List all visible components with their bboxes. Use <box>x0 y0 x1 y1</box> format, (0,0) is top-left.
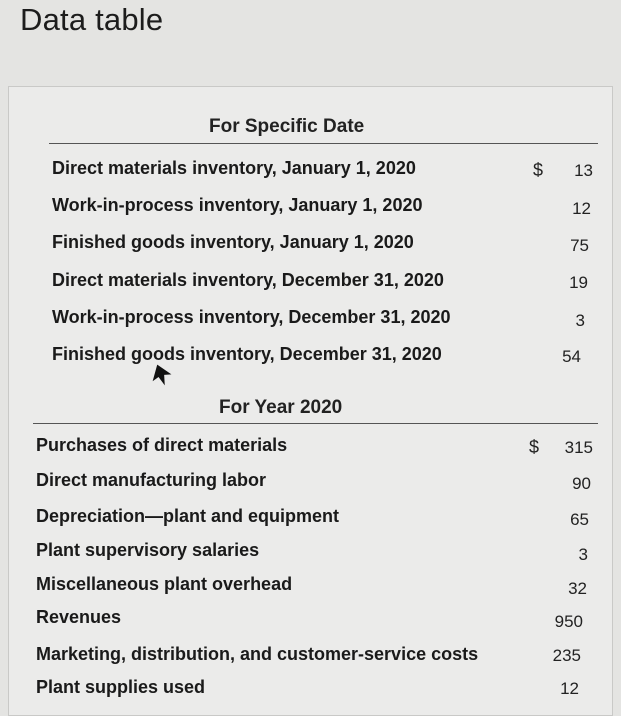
row-value: 3 <box>575 311 585 330</box>
row-value: 90 <box>572 474 591 493</box>
row-value: 75 <box>570 236 589 255</box>
row-label: Work-in-process inventory, December 31, 2020 <box>52 307 451 327</box>
row-label: Plant supplies used <box>36 677 206 697</box>
row-label: Plant supervisory salaries <box>36 540 260 560</box>
row-label: Purchases of direct materials <box>36 435 288 455</box>
row-label: Revenues <box>36 607 122 627</box>
row-value: 19 <box>569 273 588 292</box>
page-title: Data table <box>20 2 164 37</box>
row-value: 235 <box>552 646 581 665</box>
row-label: Finished goods inventory, January 1, 2020 <box>52 232 414 252</box>
row-label: Direct manufacturing labor <box>36 470 267 490</box>
row-value: 950 <box>554 612 583 631</box>
row-value: 65 <box>570 510 589 529</box>
currency-symbol: $ <box>529 437 540 457</box>
row-label: Direct materials inventory, December 31, 2020 <box>52 270 444 290</box>
row-value: 3 <box>578 545 588 564</box>
row-value: 32 <box>568 579 587 598</box>
row-value: 12 <box>572 199 591 218</box>
section-header-specific-date: For Specific Date <box>209 116 365 137</box>
row-value: 54 <box>562 347 581 366</box>
row-label: Miscellaneous plant overhead <box>36 574 293 594</box>
section-rule <box>49 143 598 144</box>
row-label: Depreciation—plant and equipment <box>36 506 340 526</box>
section-rule <box>33 423 598 424</box>
row-value: 13 <box>574 161 593 180</box>
row-label: Direct materials inventory, January 1, 2020 <box>52 158 416 178</box>
row-label: Work-in-process inventory, January 1, 2020 <box>52 195 423 215</box>
section-header-year: For Year 2020 <box>219 397 343 418</box>
currency-symbol: $ <box>533 160 544 180</box>
mouse-cursor-icon <box>148 362 174 393</box>
row-value: 315 <box>564 438 593 457</box>
row-value: 12 <box>560 679 579 698</box>
row-label: Marketing, distribution, and customer-service costs <box>36 644 479 664</box>
row-label: Finished goods inventory, December 31, 2020 <box>52 344 442 364</box>
